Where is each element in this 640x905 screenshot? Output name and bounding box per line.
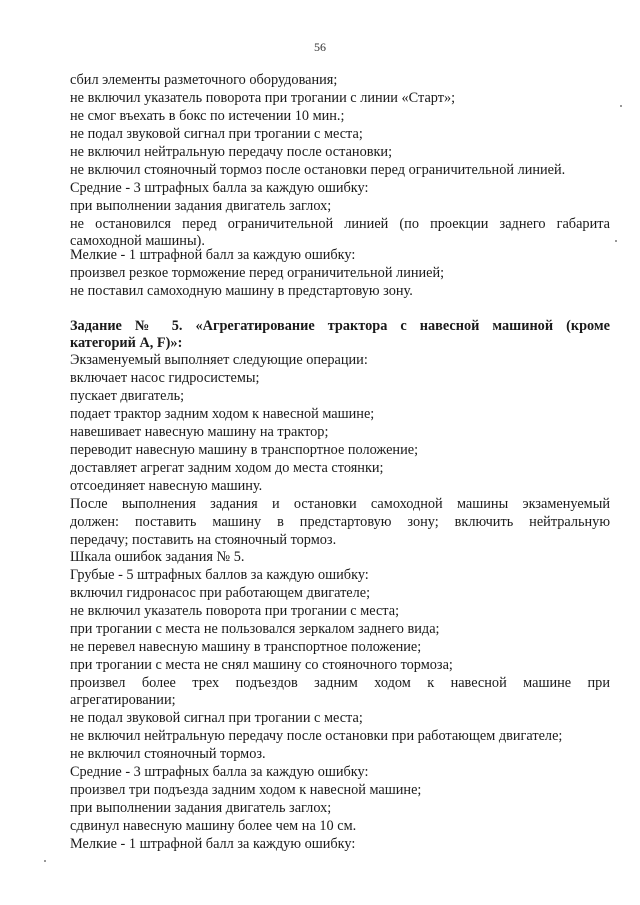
task-heading: Задание № 5. «Агрегатирование трактора с навесной машиной (кроме xyxy=(70,318,610,334)
text-line: должен: поставить машину в предстартовую зону; включить нейтральную xyxy=(70,514,610,530)
text-line: включил гидронасос при работающем двигателе; xyxy=(70,585,371,601)
text-line: Грубые - 5 штрафных баллов за каждую ошибку: xyxy=(70,567,369,583)
text-line: доставляет агрегат задним ходом до места стоянки; xyxy=(70,460,384,476)
text-line: Мелкие - 1 штрафной балл за каждую ошибку: xyxy=(70,836,356,852)
text-line: не включил нейтральную передачу после остановки; xyxy=(70,144,393,160)
text-line: не подал звуковой сигнал при трогании с места; xyxy=(70,126,363,142)
text-line: не включил стояночный тормоз после остановки перед ограничительной линией. xyxy=(70,162,566,178)
text-line: переводит навесную машину в транспортное положение; xyxy=(70,442,419,458)
text-line: произвел более трех подъездов задним ходом к навесной машине при xyxy=(70,675,610,691)
text-line: не смог въехать в бокс по истечении 10 мин.; xyxy=(70,108,345,124)
text-line: не включил нейтральную передачу после остановки при работающем двигателе; xyxy=(70,728,563,744)
text-line: После выполнения задания и остановки самоходной машины экзаменуемый xyxy=(70,496,610,512)
text-line: при трогании с места не пользовался зеркалом заднего вида; xyxy=(70,621,440,637)
text-line: не включил указатель поворота при трогании с линии «Старт»; xyxy=(70,90,456,106)
text-line: подает трактор задним ходом к навесной машине; xyxy=(70,406,375,422)
text-line: самоходной машины). xyxy=(70,233,205,249)
text-line: при выполнении задания двигатель заглох; xyxy=(70,198,332,214)
text-line: не перевел навесную машину в транспортное положение; xyxy=(70,639,422,655)
text-line: не включил стояночный тормоз. xyxy=(70,746,266,762)
text-line: сдвинул навесную машину более чем на 10 см. xyxy=(70,818,357,834)
text-line: не поставил самоходную машину в предстартовую зону. xyxy=(70,283,413,299)
text-line: при выполнении задания двигатель заглох; xyxy=(70,800,332,816)
text-line: навешивает навесную машину на трактор; xyxy=(70,424,329,440)
text-line: Экзаменуемый выполняет следующие операции: xyxy=(70,352,368,368)
text-line: не остановился перед ограничительной линией (по проекции заднего габарита xyxy=(70,216,610,232)
page-number: 56 xyxy=(314,40,326,54)
text-line: сбил элементы разметочного оборудования; xyxy=(70,72,338,88)
text-line: передачу; поставить на стояночный тормоз. xyxy=(70,532,337,548)
text-line: Средние - 3 штрафных балла за каждую ошибку: xyxy=(70,180,369,196)
text-line: произвел резкое торможение перед ограничительной линией; xyxy=(70,265,445,281)
scan-speck xyxy=(615,240,617,242)
text-line: не подал звуковой сигнал при трогании с места; xyxy=(70,710,363,726)
text-line: при трогании с места не снял машину со стояночного тормоза; xyxy=(70,657,453,673)
text-line: Средние - 3 штрафных балла за каждую ошибку: xyxy=(70,764,369,780)
text-line: включает насос гидросистемы; xyxy=(70,370,260,386)
task-heading-cont: категорий А, F)»: xyxy=(70,335,183,351)
text-line: произвел три подъезда задним ходом к навесной машине; xyxy=(70,782,422,798)
scan-speck xyxy=(620,105,622,107)
text-line: пускает двигатель; xyxy=(70,388,185,404)
text-line: Шкала ошибок задания № 5. xyxy=(70,549,245,565)
scan-speck xyxy=(44,860,46,862)
text-line: Мелкие - 1 штрафной балл за каждую ошибку: xyxy=(70,247,356,263)
text-line: отсоединяет навесную машину. xyxy=(70,478,263,494)
text-line: агрегатировании; xyxy=(70,692,176,708)
text-line: не включил указатель поворота при трогании с места; xyxy=(70,603,400,619)
